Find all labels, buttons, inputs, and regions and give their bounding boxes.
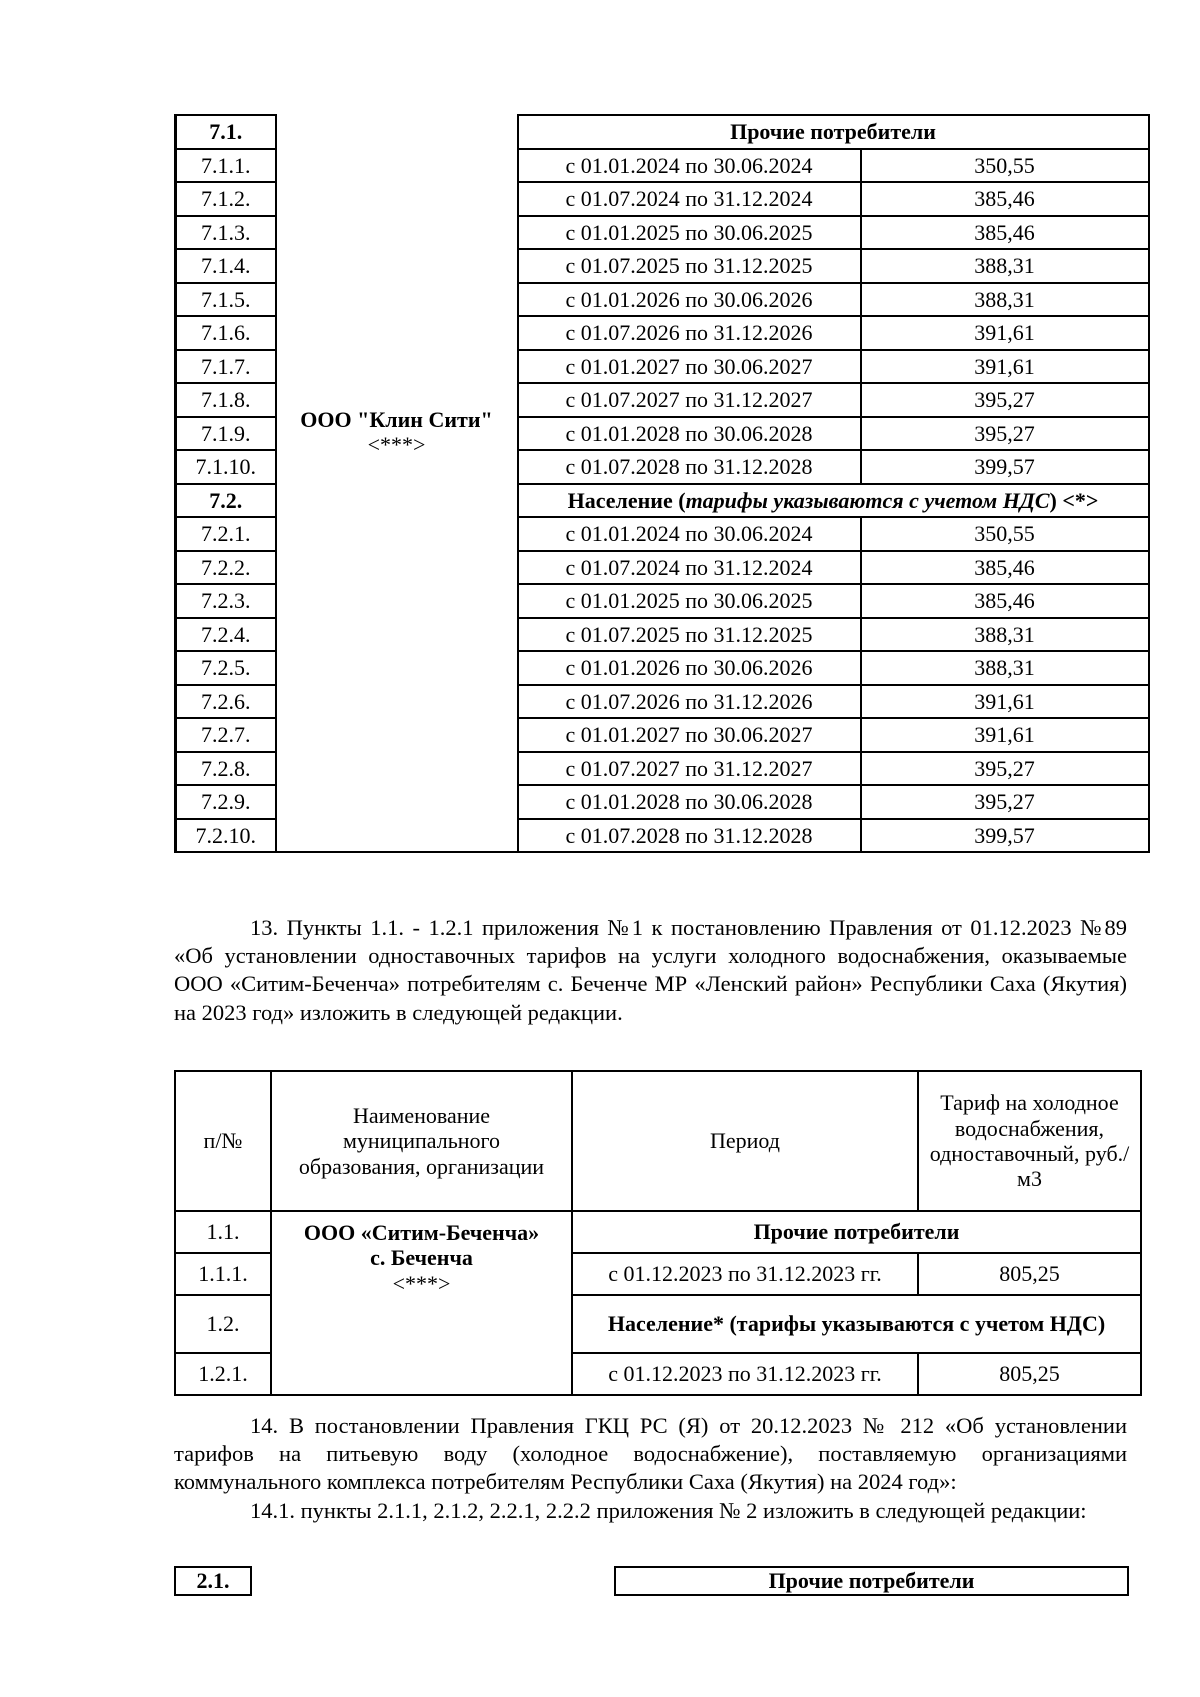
row-period: с 01.07.2027 по 31.12.2027 (518, 752, 861, 786)
group-title-italic: тарифы указываются с учетом НДС (685, 487, 1050, 513)
row-num: 7.2.10. (176, 819, 276, 853)
group-title: Прочие потребители (518, 115, 1149, 149)
row-num: 1.1.1. (175, 1253, 271, 1295)
org-cell (271, 1211, 572, 1395)
tariff-table-klin-city (174, 114, 1150, 853)
row-period: с 01.01.2028 по 30.06.2028 (518, 785, 861, 819)
header-num: п/№ (175, 1071, 271, 1211)
group-title: Прочие потребители (615, 1567, 1128, 1595)
group-num: 7.1. (176, 115, 276, 149)
row-num: 7.1.9. (176, 417, 276, 451)
row-value: 395,27 (861, 785, 1149, 819)
row-num: 7.1.8. (176, 383, 276, 417)
row-num: 7.1.5. (176, 283, 276, 317)
row-num: 7.1.7. (176, 350, 276, 384)
row-num: 7.2.5. (176, 651, 276, 685)
row-value: 388,31 (861, 283, 1149, 317)
row-period: с 01.01.2026 по 30.06.2026 (518, 651, 861, 685)
header-period: Период (572, 1071, 918, 1211)
org-note: <***> (367, 432, 426, 458)
group-num: 1.1. (175, 1211, 271, 1253)
row-num: 7.1.4. (176, 249, 276, 283)
row-value: 385,46 (861, 182, 1149, 216)
paragraph-14-1: 14.1. пункты 2.1.1, 2.1.2, 2.2.1, 2.2.2 приложения № 2 изложить в следующей редакции: (250, 1498, 1087, 1523)
row-num: 7.1.10. (176, 450, 276, 484)
group-num: 2.1. (175, 1567, 251, 1595)
spacer-cell (251, 1567, 615, 1595)
row-period: с 01.01.2027 по 30.06.2027 (518, 718, 861, 752)
row-period: с 01.07.2024 по 31.12.2024 (518, 182, 861, 216)
org-name: ООО "Клин Сити" (300, 407, 493, 432)
row-num: 7.2.8. (176, 752, 276, 786)
group-title: Прочие потребители (572, 1211, 1141, 1253)
row-num: 7.2.1. (176, 517, 276, 551)
group-title-end: ) <*> (1049, 487, 1099, 513)
row-num: 7.1.1. (176, 149, 276, 183)
row-num: 7.1.2. (176, 182, 276, 216)
tariff-table-sitim-bechencha (174, 1070, 1142, 1396)
row-value: 388,31 (861, 618, 1149, 652)
row-num: 7.2.4. (176, 618, 276, 652)
row-value: 391,61 (861, 685, 1149, 719)
row-num: 7.1.6. (176, 316, 276, 350)
row-num: 7.1.3. (176, 216, 276, 250)
org-name: ООО «Ситим-Беченча» (303, 1220, 540, 1245)
paragraph-14: 14. В постановлении Правления ГКЦ РС (Я) от 20.12.2023 № 212 «Об установлении тарифов на питьевую воду (холодное водоснабжение), поставляемую организациями коммунального комплекса потребителям Республики Саха (Якутия) на 2024 год»: (174, 1413, 1127, 1495)
paragraph-13: 13. Пункты 1.1. - 1.2.1 приложения №1 к постановлению Правления от 01.12.2023 №89 «Об установлении одноставочных тарифов на услуги холодного водоснабжения, оказываемые ООО «Ситим-Беченча» потребителям с. Беченче МР «Ленский район» Республики Саха (Якутия) на 2023 год» изложить в следующей редакции. (174, 915, 1127, 1025)
row-period: с 01.01.2025 по 30.06.2025 (518, 584, 861, 618)
row-value: 385,46 (861, 584, 1149, 618)
row-value: 388,31 (861, 651, 1149, 685)
tariff-table-fragment (174, 1566, 1129, 1596)
row-num: 7.2.2. (176, 551, 276, 585)
org-place: с. Беченча (370, 1245, 473, 1271)
row-period: с 01.07.2025 по 31.12.2025 (518, 618, 861, 652)
row-period: с 01.07.2026 по 31.12.2026 (518, 316, 861, 350)
group-num: 1.2. (175, 1295, 271, 1353)
row-value: 391,61 (861, 350, 1149, 384)
group-title (518, 484, 1149, 518)
row-period: с 01.01.2025 по 30.06.2025 (518, 216, 861, 250)
row-num: 7.2.7. (176, 718, 276, 752)
row-value: 385,46 (861, 551, 1149, 585)
row-period: с 01.07.2024 по 31.12.2024 (518, 551, 861, 585)
row-period: с 01.07.2026 по 31.12.2026 (518, 685, 861, 719)
row-period: с 01.01.2024 по 30.06.2024 (518, 517, 861, 551)
row-value: 395,27 (861, 383, 1149, 417)
row-value: 395,27 (861, 752, 1149, 786)
row-num: 7.2.3. (176, 584, 276, 618)
group-title: Население* (тарифы указываются с учетом НДС) (572, 1295, 1141, 1353)
row-period: с 01.07.2025 по 31.12.2025 (518, 249, 861, 283)
header-tariff: Тариф на холодное водоснабжения, одноставочный, руб./м3 (918, 1071, 1141, 1211)
row-value: 805,25 (918, 1353, 1141, 1395)
row-value: 395,27 (861, 417, 1149, 451)
row-value: 399,57 (861, 450, 1149, 484)
group-title-start: Население ( (567, 487, 686, 513)
row-period: с 01.01.2028 по 30.06.2028 (518, 417, 861, 451)
org-note: <***> (392, 1270, 451, 1296)
row-value: 388,31 (861, 249, 1149, 283)
row-value: 391,61 (861, 718, 1149, 752)
row-value: 350,55 (861, 517, 1149, 551)
row-period: с 01.01.2027 по 30.06.2027 (518, 350, 861, 384)
table-row (176, 115, 1149, 149)
row-value: 350,55 (861, 149, 1149, 183)
row-value: 805,25 (918, 1253, 1141, 1295)
row-period: с 01.01.2026 по 30.06.2026 (518, 283, 861, 317)
row-period: с 01.01.2024 по 30.06.2024 (518, 149, 861, 183)
row-num: 7.2.6. (176, 685, 276, 719)
row-period: с 01.12.2023 по 31.12.2023 гг. (572, 1353, 918, 1395)
row-period: с 01.07.2027 по 31.12.2027 (518, 383, 861, 417)
row-value: 385,46 (861, 216, 1149, 250)
row-period: с 01.12.2023 по 31.12.2023 гг. (572, 1253, 918, 1295)
row-period: с 01.07.2028 по 31.12.2028 (518, 450, 861, 484)
header-org: Наименование муниципального образования, организации (271, 1071, 572, 1211)
row-num: 7.2.9. (176, 785, 276, 819)
org-cell (276, 115, 518, 852)
row-value: 399,57 (861, 819, 1149, 853)
row-num: 1.2.1. (175, 1353, 271, 1395)
row-period: с 01.07.2028 по 31.12.2028 (518, 819, 861, 853)
group-num: 7.2. (176, 484, 276, 518)
row-value: 391,61 (861, 316, 1149, 350)
